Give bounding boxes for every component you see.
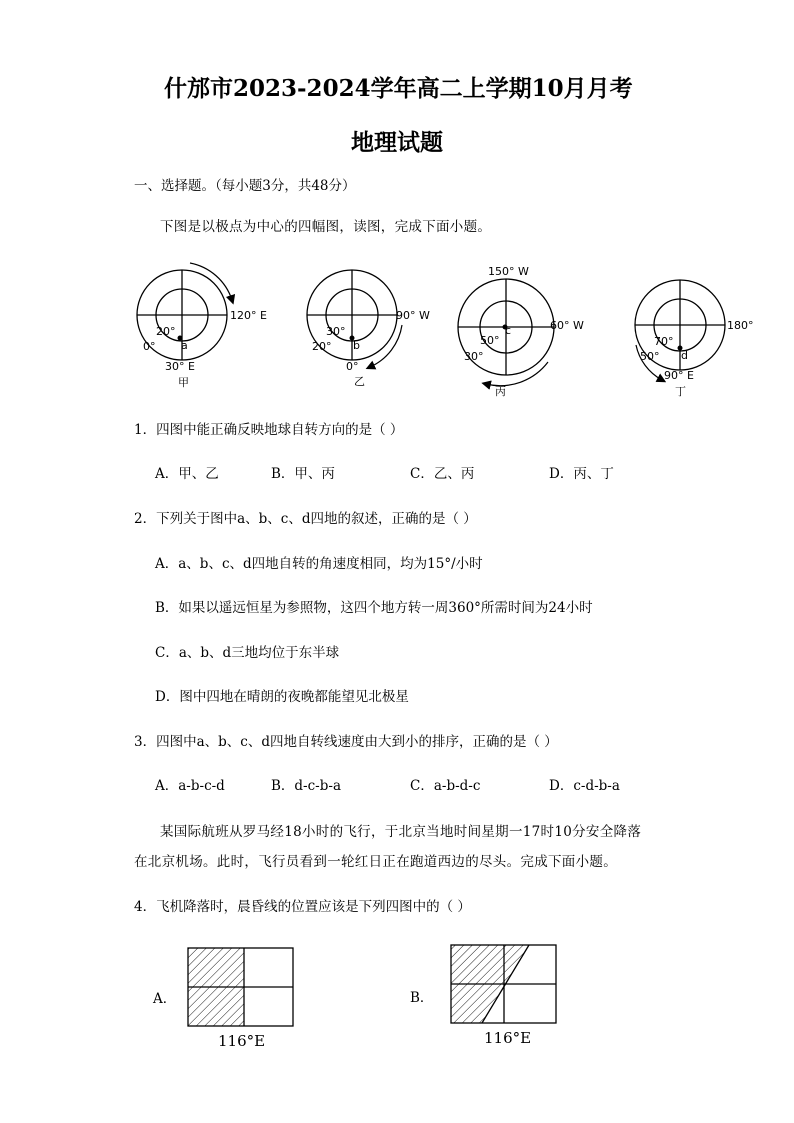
yi-lon-right: 90° W bbox=[396, 309, 430, 322]
jia-lon-bottom: 30° E bbox=[165, 360, 195, 373]
q2-option-a: A．a、b、c、d四地自转的角速度相同，均为15°/小时 bbox=[155, 556, 483, 572]
ding-lon-right: 180° bbox=[727, 319, 754, 332]
ding-lat-inner: 70° bbox=[654, 335, 674, 348]
jia-name: 甲 bbox=[178, 376, 189, 389]
question-3-stem: 3．四图中a、b、c、d四地自转线速度由大到小的排序，正确的是（ ） bbox=[134, 734, 558, 750]
page-subtitle: 地理试题 bbox=[351, 129, 443, 156]
question-2-stem: 2．下列关于图中a、b、c、d四地的叙述，正确的是（ ） bbox=[134, 511, 477, 527]
bing-lon-right: 60° W bbox=[550, 319, 584, 332]
ding-lon-bottom: 90° E bbox=[664, 369, 694, 382]
q1-option-d: D．丙、丁 bbox=[549, 466, 614, 482]
ding-lat-outer: 50° bbox=[640, 350, 660, 363]
q4-option-b-label: B． bbox=[410, 990, 434, 1006]
diagram-a-axis-label: 116°E bbox=[218, 1032, 266, 1050]
yi-point: b bbox=[353, 339, 360, 352]
section-heading: 一、选择题。（每小题3分，共48分） bbox=[134, 178, 356, 194]
bing-name: 丙 bbox=[495, 385, 506, 398]
diagram-b-axis-label: 116°E bbox=[484, 1029, 532, 1047]
bing-lon-top: 150° W bbox=[488, 265, 529, 278]
yi-lat-outer: 20° bbox=[312, 340, 332, 353]
q2-option-d: D．图中四地在晴朗的夜晚都能望见北极星 bbox=[155, 689, 409, 705]
yi-lat-inner: 30° bbox=[326, 325, 346, 338]
q3-option-d: D．c-d-b-a bbox=[549, 778, 620, 794]
q3-option-c: C．a-b-d-c bbox=[410, 778, 481, 794]
q3-option-b: B．d-c-b-a bbox=[271, 778, 341, 794]
q4-option-a-label: A． bbox=[153, 991, 177, 1007]
bing-point: c bbox=[505, 324, 512, 337]
bing-lat-inner: 50° bbox=[480, 334, 500, 347]
diagram-b bbox=[451, 945, 556, 1023]
ding-point: d bbox=[681, 349, 688, 362]
ding-name: 丁 bbox=[675, 385, 686, 398]
q3-option-a: A．a-b-c-d bbox=[155, 778, 225, 794]
page-title: 什邡市2023-2024学年高二上学期10月月考 bbox=[164, 75, 633, 102]
yi-name: 乙 bbox=[354, 375, 365, 388]
q2-option-c: C．a、b、d三地均位于东半球 bbox=[155, 645, 340, 661]
yi-lon-bottom: 0° bbox=[346, 360, 359, 373]
q1-option-b: B．甲、丙 bbox=[271, 466, 335, 482]
jia-lon-right: 120° E bbox=[230, 309, 267, 322]
question-1-stem: 1．四图中能正确反映地球自转方向的是（ ） bbox=[134, 422, 404, 438]
jia-point: a bbox=[181, 339, 188, 352]
bing-lat-outer: 30° bbox=[464, 350, 484, 363]
jia-lat-inner: 20° bbox=[156, 325, 176, 338]
intro-text-1: 下图是以极点为中心的四幅图，读图，完成下面小题。 bbox=[160, 219, 492, 235]
q1-option-a: A．甲、乙 bbox=[155, 466, 219, 482]
intro-text-2-line2: 在北京机场。此时，飞行员看到一轮红日正在跑道西边的尽头。完成下面小题。 bbox=[134, 854, 617, 870]
jia-lat-outer: 0° bbox=[143, 340, 156, 353]
question-4-stem: 4．飞机降落时，晨昏线的位置应该是下列四图中的（ ） bbox=[134, 899, 471, 915]
diagram-a bbox=[188, 948, 293, 1026]
intro-text-2-line1: 某国际航班从罗马经18小时的飞行，于北京当地时间星期一17时10分安全降落 bbox=[160, 824, 642, 840]
q2-option-b: B．如果以遥远恒星为参照物，这四个地方转一周360°所需时间为24小时 bbox=[155, 600, 593, 616]
q1-option-c: C．乙、丙 bbox=[410, 466, 475, 482]
